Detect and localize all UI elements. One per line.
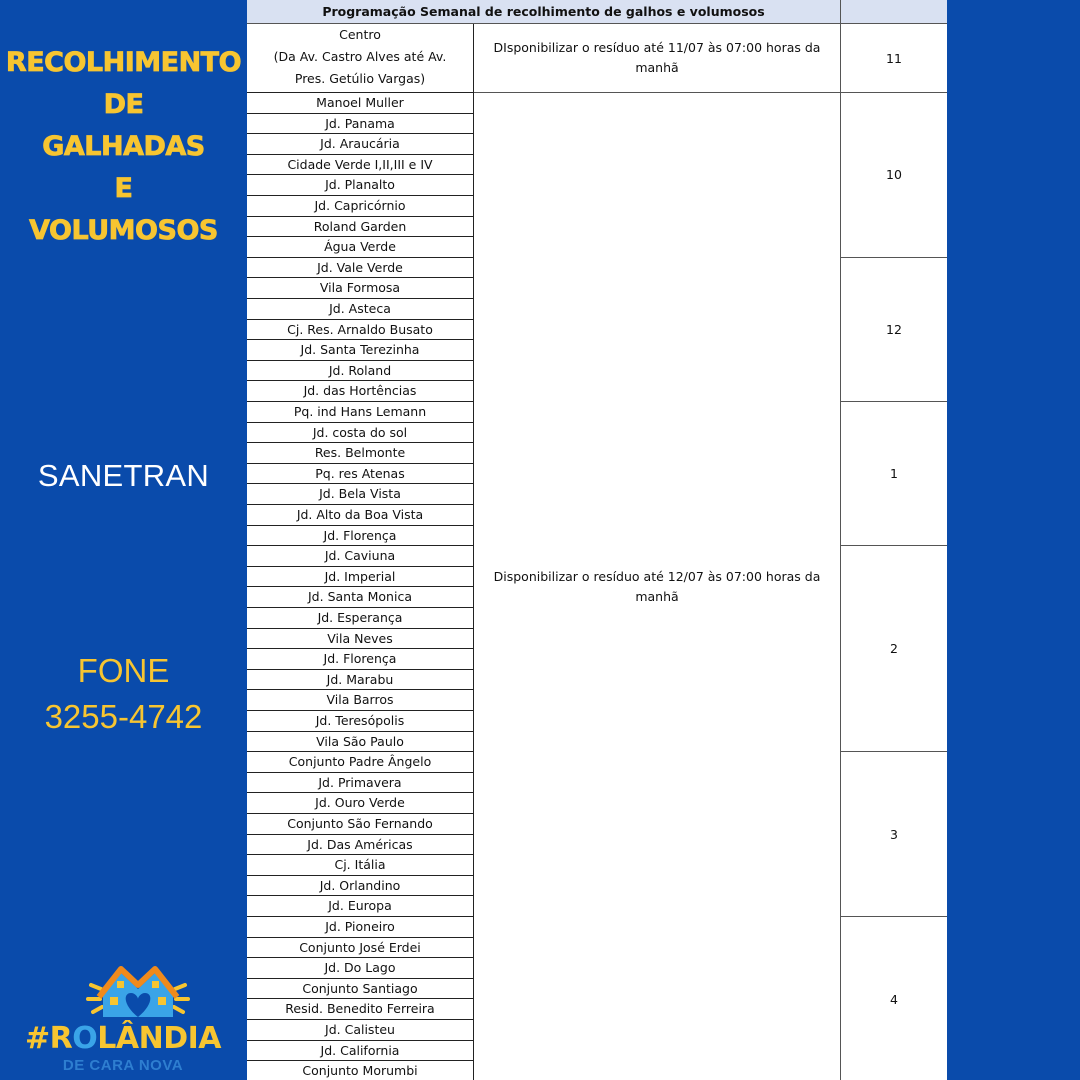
neighborhood-cell: Conjunto José Erdei xyxy=(247,938,474,959)
neighborhood-cell: Jd. Calisteu xyxy=(247,1020,474,1041)
neighborhood-cell: Cidade Verde I,II,III e IV xyxy=(247,155,474,176)
day-cell: 2 xyxy=(841,546,947,752)
neighborhood-cell: Jd. Bela Vista xyxy=(247,484,474,505)
neighborhood-cell: Jd. Caviuna xyxy=(247,546,474,567)
day-cell: 12 xyxy=(841,258,947,402)
neighborhood-cell: Pq. res Atenas xyxy=(247,464,474,485)
day-cell: 1 xyxy=(841,402,947,546)
neighborhood-cell: Jd. Asteca xyxy=(247,299,474,320)
neighborhood-cell: Cj. Res. Arnaldo Busato xyxy=(247,320,474,341)
title-line: GALHADAS xyxy=(42,131,205,162)
neighborhood-cell: Jd. Roland xyxy=(247,361,474,382)
neighborhood-cell: Pq. ind Hans Lemann xyxy=(247,402,474,423)
table-title: Programação Semanal de recolhimento de galhos e volumosos xyxy=(247,0,841,24)
campaign-title xyxy=(0,42,247,252)
neighborhood-cell: Jd. Pioneiro xyxy=(247,917,474,938)
neighborhood-cell: Conjunto Padre Ângelo xyxy=(247,752,474,773)
logo-hashtag xyxy=(20,1021,226,1056)
day-cell: 4 xyxy=(890,991,898,1007)
neighborhood-cell: Jd. Santa Monica xyxy=(247,587,474,608)
phone-number: 3255-4742 xyxy=(44,698,203,735)
neighborhood-cell: Jd. Primavera xyxy=(247,773,474,794)
neighborhood-cell: Cj. Itália xyxy=(247,855,474,876)
neighborhood-cell: Conjunto Santiago xyxy=(247,979,474,1000)
neighborhood-cell: Manoel Muller xyxy=(247,93,474,114)
day-cell-first: 11 xyxy=(841,24,947,93)
neighborhood-cell: Jd. Capricórnio xyxy=(247,196,474,217)
neighborhood-column xyxy=(247,24,474,1080)
title-line: DE xyxy=(103,89,144,120)
neighborhood-cell: Jd. das Hortências xyxy=(247,381,474,402)
neighborhood-cell: Conjunto Morumbi xyxy=(247,1061,474,1080)
neighborhood-cell: Vila Neves xyxy=(247,629,474,650)
neighborhood-cell: Jd. Araucária xyxy=(247,134,474,155)
neighborhood-line: Pres. Getúlio Vargas) xyxy=(294,71,426,86)
neighborhood-cell: Res. Belmonte xyxy=(247,443,474,464)
logo-hashtag-rest: LÂNDIA xyxy=(97,1021,221,1056)
logo-tagline: DE CARA NOVA xyxy=(62,1057,184,1074)
schedule-table xyxy=(247,0,947,1080)
neighborhood-cell: Jd. Imperial xyxy=(247,567,474,588)
instruction-cell-main: Disponibilizar o resíduo até 12/07 às 07:00 horas da manhã xyxy=(474,93,841,1080)
neighborhood-line: Centro xyxy=(339,27,381,42)
neighborhood-cell: Jd. Panama xyxy=(247,114,474,135)
house-heart-icon xyxy=(83,955,193,1025)
company-name: SANETRAN xyxy=(37,458,210,493)
neighborhood-cell: Vila Formosa xyxy=(247,278,474,299)
neighborhood-cell: Jd. Esperança xyxy=(247,608,474,629)
neighborhood-cell: Jd. Das Américas xyxy=(247,835,474,856)
title-line: RECOLHIMENTO xyxy=(5,47,242,78)
neighborhood-cell: Vila São Paulo xyxy=(247,732,474,753)
neighborhood-cell: Jd. Santa Terezinha xyxy=(247,340,474,361)
neighborhood-cell: Vila Barros xyxy=(247,690,474,711)
neighborhood-cell: Jd. Planalto xyxy=(247,175,474,196)
neighborhood-cell: Jd. California xyxy=(247,1041,474,1062)
neighborhood-cell: Água Verde xyxy=(247,237,474,258)
neighborhood-cell: Jd. costa do sol xyxy=(247,423,474,444)
neighborhood-cell: Jd. Europa xyxy=(247,896,474,917)
phone-block xyxy=(0,648,247,740)
rolandia-logo xyxy=(20,955,226,1080)
phone-label: FONE xyxy=(77,652,170,689)
title-line: VOLUMOSOS xyxy=(29,215,218,246)
neighborhood-cell: Jd. Orlandino xyxy=(247,876,474,897)
neighborhood-cell: Jd. Marabu xyxy=(247,670,474,691)
title-line: E xyxy=(114,173,133,204)
neighborhood-cell: Roland Garden xyxy=(247,217,474,238)
neighborhood-cell: Jd. Alto da Boa Vista xyxy=(247,505,474,526)
neighborhood-cell: Jd. Florença xyxy=(247,526,474,547)
instruction-cell-first: DIsponibilizar o resíduo até 11/07 às 07:00 horas da manhã xyxy=(474,24,841,93)
logo-hashtag-prefix: #R xyxy=(25,1021,73,1056)
neighborhood-cell: Jd. Vale Verde xyxy=(247,258,474,279)
neighborhood-cell: Jd. Teresópolis xyxy=(247,711,474,732)
neighborhood-cell: Jd. Do Lago xyxy=(247,958,474,979)
neighborhood-cell: Jd. Ouro Verde xyxy=(247,793,474,814)
day-cell: 3 xyxy=(841,752,947,917)
logo-hashtag-highlight: O xyxy=(72,1021,98,1056)
table-header xyxy=(247,0,947,24)
neighborhood-line: (Da Av. Castro Alves até Av. xyxy=(273,49,447,64)
neighborhood-cell: Conjunto São Fernando xyxy=(247,814,474,835)
first-neighborhood-cell xyxy=(247,24,474,93)
neighborhood-cell: Jd. Florença xyxy=(247,649,474,670)
day-cell: 10 xyxy=(841,93,947,258)
neighborhood-cell: Resid. Benedito Ferreira xyxy=(247,999,474,1020)
